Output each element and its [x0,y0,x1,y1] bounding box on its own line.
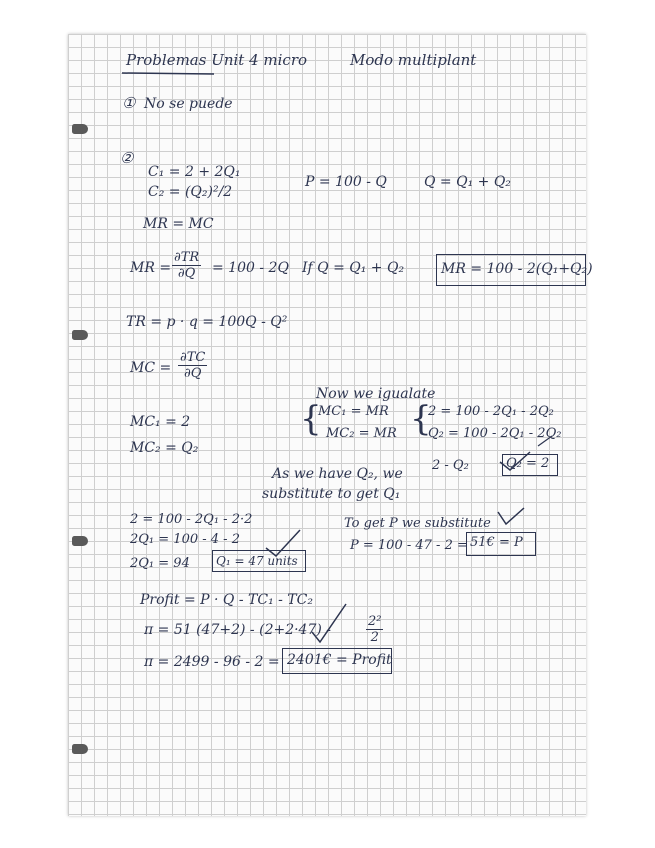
system-right-1: 2 = 100 - 2Q₁ - 2Q₂ [428,404,554,419]
price-result: 51€ = P [470,535,523,550]
problem1-label: ① [122,94,136,112]
mr-derivative-numerator: ∂TR [174,250,200,265]
if-q-condition: If Q = Q₁ + Q₂ [302,260,405,276]
substitute-text: substitute to get Q₁ [262,486,401,502]
left-brace: { [300,399,322,439]
check-mark [266,530,300,556]
mr-result: MR = 100 - 2(Q₁+Q₂) [441,261,593,277]
system-left-1: MC₁ = MR [318,404,389,419]
q1-step-1: 2 = 100 - 2Q₁ - 2·2 [130,512,253,527]
page-title-right: Modo multiplant [350,51,477,69]
as-we-have-text: As we have Q₂, we [272,466,403,482]
to-get-p-text: To get P we substitute [344,516,491,531]
check-mark [312,604,346,642]
mr-derivative-denominator: ∂Q [177,266,196,281]
mr-equals-mc: MR = MC [143,216,214,232]
system-left-2: MC₂ = MR [326,426,397,441]
profit-fraction-denominator: 2 [370,630,379,645]
mc2-value: MC₂ = Q₂ [130,440,199,456]
profit-formula: Profit = P · Q - TC₁ - TC₂ [140,592,313,608]
right-brace: { [410,399,432,439]
quantity-sum: Q = Q₁ + Q₂ [424,174,511,190]
pen-stroke [538,436,552,446]
title-underline [122,73,214,74]
system-right-2: Q₂ = 100 - 2Q₁ - 2Q₂ [428,426,562,441]
q2-step: 2 - Q₂ [432,458,469,473]
page-title: Problemas Unit 4 micro [126,51,308,69]
profit-calculation: π = 2499 - 96 - 2 = [144,654,280,670]
problem2-label: ② [120,149,134,167]
mc-lhs: MC = [130,360,172,376]
mc-derivative-denominator: ∂Q [183,366,202,381]
problem1-text: No se puede [144,96,233,112]
cost-function-2: C₂ = (Q₂)²/2 [148,184,233,200]
cost-function-1: C₁ = 2 + 2Q₁ [148,164,241,180]
check-mark [500,452,530,470]
total-revenue: TR = p · q = 100Q - Q² [126,314,288,330]
q1-step-2: 2Q₁ = 100 - 4 - 2 [130,532,240,547]
q1-result: Q₁ = 47 units [216,554,298,568]
profit-fraction-numerator: 2² [368,614,382,629]
profit-substitution: π = 51 (47+2) - (2+2·47) - [144,622,332,638]
mr-rhs: = 100 - 2Q [212,260,289,276]
profit-result: 2401€ = Profit [287,652,392,668]
q1-step-3: 2Q₁ = 94 [130,556,190,571]
mr-lhs: MR = [130,260,172,276]
q2-result: Q₂ = 2 [506,456,550,471]
check-mark [498,508,524,524]
demand-function: P = 100 - Q [305,174,387,190]
equalize-title: Now we igualate [316,386,436,402]
mc-derivative-numerator: ∂TC [180,350,206,365]
price-calculation: P = 100 - 47 - 2 = [350,538,468,553]
mc1-value: MC₁ = 2 [130,414,191,430]
